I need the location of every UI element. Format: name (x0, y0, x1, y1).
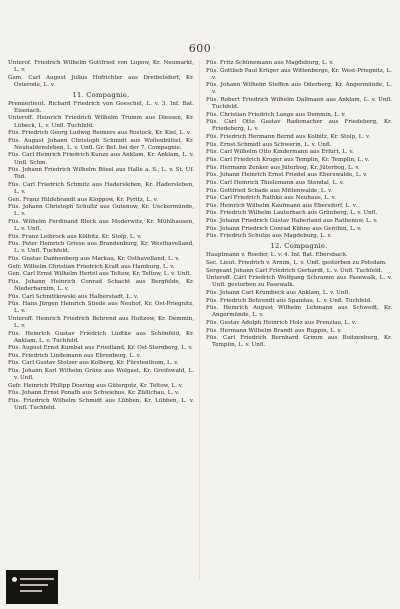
list-entry: Unteroff. Heinrich Friedrich Behrend aus Holtzow, Kr. Demmin, L. v. (8, 315, 194, 329)
list-entry: Füs. Fritz Schünemann aus Magdeburg, L. v. (206, 60, 334, 66)
list-entry: Füs. Christian Friedrich Lange aus Demmin, L. v. (206, 111, 346, 118)
list-entry: Unterof. Friedrich Wilhelm Gottfried von Lupow, Kr. Neumarkt, L. v. (8, 60, 194, 74)
list-entry: Füs. Ernst Schmidt aus Schwerin, L. v. Unfl. (206, 141, 332, 148)
list-entry: Füs. Heinrich Wilhelm Kaufmann aus Ebersdorf, L. v. (206, 202, 357, 209)
list-entry: Füs. Hans Jürgen Heinrich Stiede aus Neuhof, Kr. Ost-Priegnitz, L. v. (8, 301, 194, 315)
right-text-column (206, 60, 392, 350)
list-entry: Füs. Friedrich Wilhelm Schmidt aus Lübben, Kr. Lübben, L. v. Unfl. Tuchfeld. (8, 398, 194, 412)
list-entry: Füs. Carl Friedrich Bernhard Grimm aus Boitzenburg, Kr. Templin, L. v. Unfl. (206, 335, 392, 349)
list-entry: Sergeant Johann Carl Friedrich Gerhardt, L. v. Unfl. Tuchfeld. (206, 267, 383, 274)
list-entry: Gefr. Heinrich Philipp Doering aus Gütergotz, Kr. Teltow, L. v. (8, 382, 183, 389)
list-entry: Füs. Carl Gustav Stolzer aus Kolberg, Kr. Fürstenthum, L. v. (8, 360, 179, 367)
list-entry: Hauptmann v. Roeder, L. v. 4. Inf. Bat. Ebersbach. (206, 252, 348, 259)
list-entry: Füs. Wilhelm Ferdinand Bleck aus Moderwitz, Kr. Mühlhausen, L. v. Unfl. (8, 218, 194, 232)
list-entry: Füs. Gottfried Schade aus Mittenwalde, L. v. (206, 187, 333, 194)
left-text-column (8, 60, 194, 413)
page-number: 600 (188, 42, 212, 55)
list-entry: Gefr. Wilhelm Christian Friedrich Kraft aus Hamburg, L. v. (8, 263, 175, 270)
column-gutter (199, 60, 200, 580)
list-entry: Füs. Friedrich Georg Ludwig Reimers aus Rostock, Kr. Kiel, L. v. (8, 130, 192, 137)
list-entry: Füs. Friedrich Behrendt aus Spandau, L. v. Unfl. Tuchfeld. (206, 297, 372, 304)
list-entry: Füs. Hermann Zenker aus Jüterbog, Kr. Jüterbog, L. v. (206, 164, 360, 171)
list-entry: Füs. Heinrich Gustav Friedrich Lüdtke aus Schönfeld, Kr. Anklam, L. v. Tuchfeld. (8, 330, 194, 344)
list-entry: Füs. Friedrich Schulze aus Magdeburg, L. v. (206, 233, 332, 240)
list-entry: Füs. Heinrich August Wilhelm Lehmann aus Schwedt, Kr. Angermünde, L. v. (206, 305, 392, 319)
list-entry: Füs. Johann Ernst Ponath aus Schwiebus, Kr. Züllichau, L. v. (8, 390, 180, 397)
list-entry: Füs. Carl Heinrich Thielemann aus Stendal, L. v. (206, 179, 344, 186)
list-entry: Sec. Lieut. Friedrich v. Arnim, L. v. Unfl. gestorben zu Potsdam. (206, 260, 387, 267)
list-entry: Füs. Johann Friedrich Conrad Kühne aus Genthin, L. v. (206, 225, 362, 232)
library-stamp (6, 570, 58, 604)
list-entry: Füs. Friedrich Hermann Bernd aus Kolbitz, Kr. Stolp, L. v. (206, 134, 371, 141)
list-entry: Füs. Johann Karl Wilhelm Gränz aus Wolgast, Kr. Greifswald, L. v. Unfl. (8, 368, 194, 382)
list-entry: Füs. Johann Friedrich Wilhelm Bösel aus Halle a. S., L. v. St. Uf. Tod. (8, 167, 194, 181)
list-entry: Füs. Carl Heinrich Friedrich Kunze aus Anklam, Kr. Anklam, L. v. Unfl. Schm. (8, 152, 194, 166)
list-entry: Füs. August Ernst Kumbat aus Friedland, Kr. Ost-Sternberg, L. v. (8, 345, 193, 352)
list-entry: Füs. Franz Leibrock aus Kölbitz, Kr. Stolp, L. v. (8, 233, 142, 240)
list-entry: Unteroff. Carl Friedrich Wolfgang Schramm aus Pasewalk, L. v. Unfl. gestorben zu Pasewalk. (206, 275, 392, 289)
list-entry: Unteroff. Heinrich Friedrich Wilhelm Trumm aus Diessen, Kr. Lübeck, L. v. Unfl. Tuchfeld. (8, 115, 194, 129)
list-entry: Füs. Friedrich Wilhelm Lauterbach aus Grünberg, L. v. Unfl. (206, 210, 378, 217)
list-entry: Füs. Carl Schnittkowski aus Halberstadt, L. v. (8, 293, 139, 300)
list-entry: Füs. Carl Friedrich Schmitz aus Hadersleben, Kr. Hadersleben, L. v. (8, 181, 194, 195)
list-entry: Füs. Johann Friedrich Gustav Haberland aus Rathenow, L. v. (206, 218, 378, 225)
list-entry: Füs. Johann Carl Krumbeck aus Anklam, L. v. Unfl. (206, 290, 351, 297)
list-entry: Gem. Carl August Julius Hofrichter aus Dreibelsdorf, Kr. Osterode, L. v. (8, 74, 194, 88)
list-entry: Füs. Peter Heinrich Griese aus Brandenburg, Kr. Westhavelland, L. v. Unfl. Tuchfeld. (8, 241, 194, 255)
list-entry: Füs. Carl Friedrich Rathke aus Neuhaus, L. v. (206, 195, 336, 202)
list-entry: Füs. Johann Christoph Schultz aus Gutenow, Kr. Ueckermünde, L. v. (8, 204, 194, 218)
list-entry: Füs. Johann Heinrich Ernst Friedel aus Eberswalde, L. v. (206, 172, 368, 179)
list-entry: Füs. Friedrich Lindemann aus Ehrenberg, L. v. (8, 352, 141, 359)
list-entry: Premierlieut. Richard Friedrich von Goeschel, L. v. 3. Inf. Bat. Eisenach. (8, 100, 194, 114)
list-entry: Füs. Gustav Dannenberg aus Markau, Kr. Osthavelland, L. v. (8, 255, 180, 262)
stamp-dot-icon (12, 577, 17, 582)
list-entry: Füs. Carl Friedrich Kruger aus Templin, Kr. Templin, L. v. (206, 156, 370, 163)
list-entry: Füs. Carl Wilhelm Otto Kindermann aus Erfurt, L. v. (206, 149, 354, 156)
list-entry: Gen. Franz Hildebrandt aus Kloppow, Kr. Pyritz, L. v. (8, 196, 158, 203)
list-entry: Füs. Johann Heinrich Conrad Schacht aus Bergfelde, Kr. Niederbarnim, L. v. (8, 278, 194, 292)
stamp-line (20, 584, 48, 586)
list-entry: Gen. Carl Ernst Wilhelm Hertel aus Teltow, Kr. Teltow, L. v. Unfl. (8, 271, 191, 278)
list-entry: Füs. Gustav Adolph Heinrich Holz aus Prenzlau, L. v. (206, 319, 357, 326)
section-heading: 11. Compagnie. (72, 90, 130, 99)
list-entry: Füs. Gottlieb Paul Krüger aus Wittenberge, Kr. West-Priegnitz, L. v. (206, 67, 392, 81)
list-entry: Füs. Robert Friedrich Wilhelm Dallmann aus Anklam, L. v. Unfl. Tuchfeld. (206, 97, 392, 111)
list-entry: Füs. Johann Wilhelm Steffen aus Oderberg, Kr. Angermünde, L. v. (206, 82, 392, 96)
list-entry: Füs. Hermann Wilhelm Brandt aus Ruppin, L. v. (206, 327, 342, 334)
stamp-line (20, 590, 42, 592)
stamp-line (20, 578, 54, 580)
list-entry: Füs. Carl Otto Gustav Rademacher aus Friedeberg, Kr. Friedeberg, L. v. (206, 119, 392, 133)
section-heading: 12. Compagnie. (270, 242, 328, 251)
list-entry: Füs. August Johann Christoph Schmidt aus Wolfenbüttel, Kr. Neuhaldensleben, L. v. Unfl. Gr. Bef. bei der 7. Compagnie. (8, 137, 194, 151)
